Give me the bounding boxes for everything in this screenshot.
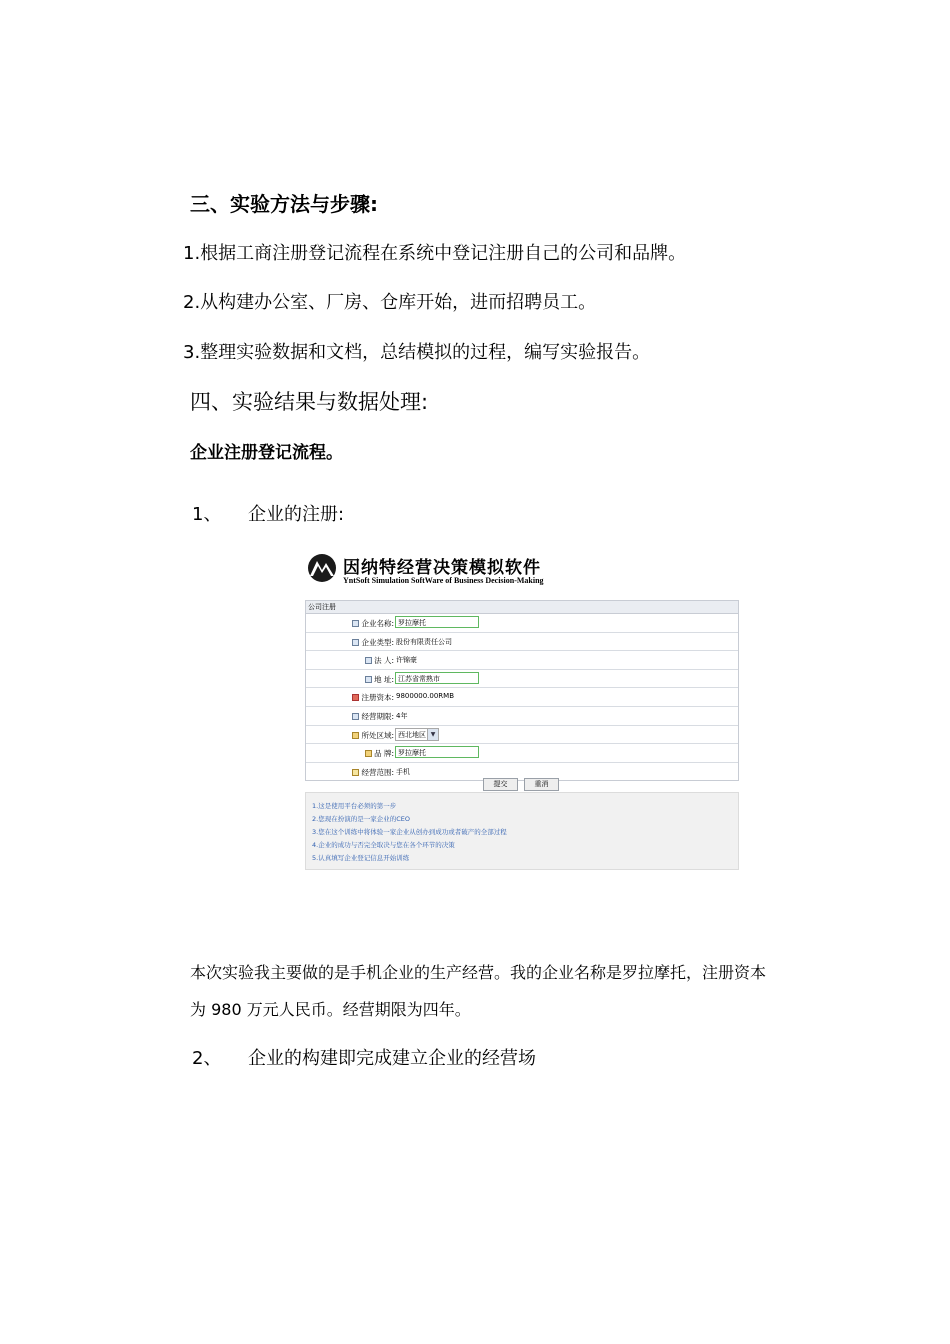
submit-button[interactable]: 提交 <box>483 778 518 791</box>
item-2-number: 2、 <box>192 1048 222 1069</box>
step-1: 1.根据工商注册登记流程在系统中登记注册自己的公司和品牌。 <box>183 243 687 264</box>
chevron-down-icon[interactable]: ▼ <box>427 729 438 740</box>
registration-form <box>305 600 739 781</box>
address-input[interactable]: 江苏省常熟市 <box>395 672 479 684</box>
company-type-label: 企业类型: <box>361 637 394 647</box>
legal-person-value: 许锦豪 <box>396 656 417 665</box>
person-icon <box>365 657 372 664</box>
registration-screenshot <box>305 548 739 870</box>
scope-value: 手机 <box>396 767 410 776</box>
step-2: 2.从构建办公室、厂房、仓库开始，进而招聘员工。 <box>183 292 597 313</box>
form-row <box>306 651 738 670</box>
section-3-heading: 三、实验方法与步骤: <box>190 192 378 216</box>
tip-item: 1.这是使用平台必须的第一步 <box>312 802 397 810</box>
brand-input[interactable]: 罗拉摩托 <box>395 746 479 758</box>
form-row <box>306 614 738 633</box>
section-4-heading: 四、实验结果与数据处理: <box>190 390 429 414</box>
brand-label: 品 牌: <box>374 749 394 759</box>
form-row <box>306 707 738 726</box>
section-4-subheading: 企业注册登记流程。 <box>190 443 343 463</box>
form-row <box>306 726 738 745</box>
money-icon <box>352 694 359 701</box>
address-label: 地 址: <box>374 674 394 684</box>
form-row <box>306 763 738 781</box>
tip-item: 5.认真填写企业登记信息开始训练 <box>312 854 410 862</box>
capital-value: 9800000.00RMB <box>396 692 455 701</box>
tip-item: 4.企业的成功与否完全取决与您在各个环节的决策 <box>312 841 455 849</box>
company-name-input[interactable]: 罗拉摩托 <box>395 616 479 628</box>
item-1-number: 1、 <box>192 504 222 525</box>
item-2-text: 企业的构建即完成建立企业的经营场 <box>248 1048 536 1069</box>
company-name-label: 企业名称: <box>361 619 394 628</box>
card-icon <box>352 620 359 627</box>
tip-item: 3.您在这个训练中将体验一家企业从创办到成功或者破产的全部过程 <box>312 828 507 836</box>
form-row <box>306 670 738 689</box>
legal-person-label: 法 人: <box>374 656 394 666</box>
lock-icon <box>365 750 372 757</box>
term-value: 4年 <box>396 711 408 720</box>
company-type-value: 股份有限责任公司 <box>396 637 452 646</box>
tip-item: 2.您现在扮演的是一家企业的CEO <box>312 815 410 823</box>
capital-label: 注册资本: <box>361 693 394 703</box>
yntsoft-logo-icon <box>307 552 337 584</box>
region-icon <box>352 732 359 739</box>
step-3: 3.整理实验数据和文档，总结模拟的过程，编写实验报告。 <box>183 342 651 363</box>
tips-box <box>305 792 739 870</box>
address-icon <box>365 676 372 683</box>
form-title: 公司注册 <box>306 601 738 614</box>
term-label: 经营期限: <box>361 711 394 721</box>
list-icon <box>352 639 359 646</box>
region-label: 所处区域: <box>361 730 394 740</box>
software-subtitle: YntSoft Simulation SoftWare of Business Decision-Making <box>343 576 544 585</box>
paragraph-line-1: 本次实验我主要做的是手机企业的生产经营。我的企业名称是罗拉摩托，注册资本 <box>190 963 767 982</box>
cancel-button[interactable]: 重消 <box>524 778 559 791</box>
form-row <box>306 688 738 707</box>
form-row <box>306 633 738 652</box>
scope-label: 经营范围: <box>361 767 394 777</box>
form-row <box>306 744 738 763</box>
region-selected-value: 西北地区 <box>398 730 426 739</box>
paragraph-line-2: 为 980 万元人民币。经营期限为四年。 <box>190 1000 471 1019</box>
edit-icon <box>352 769 359 776</box>
calendar-icon <box>352 713 359 720</box>
software-title: 因纳特经营决策模拟软件 <box>343 558 541 578</box>
region-select[interactable] <box>395 728 439 741</box>
item-1-text: 企业的注册: <box>248 504 345 525</box>
